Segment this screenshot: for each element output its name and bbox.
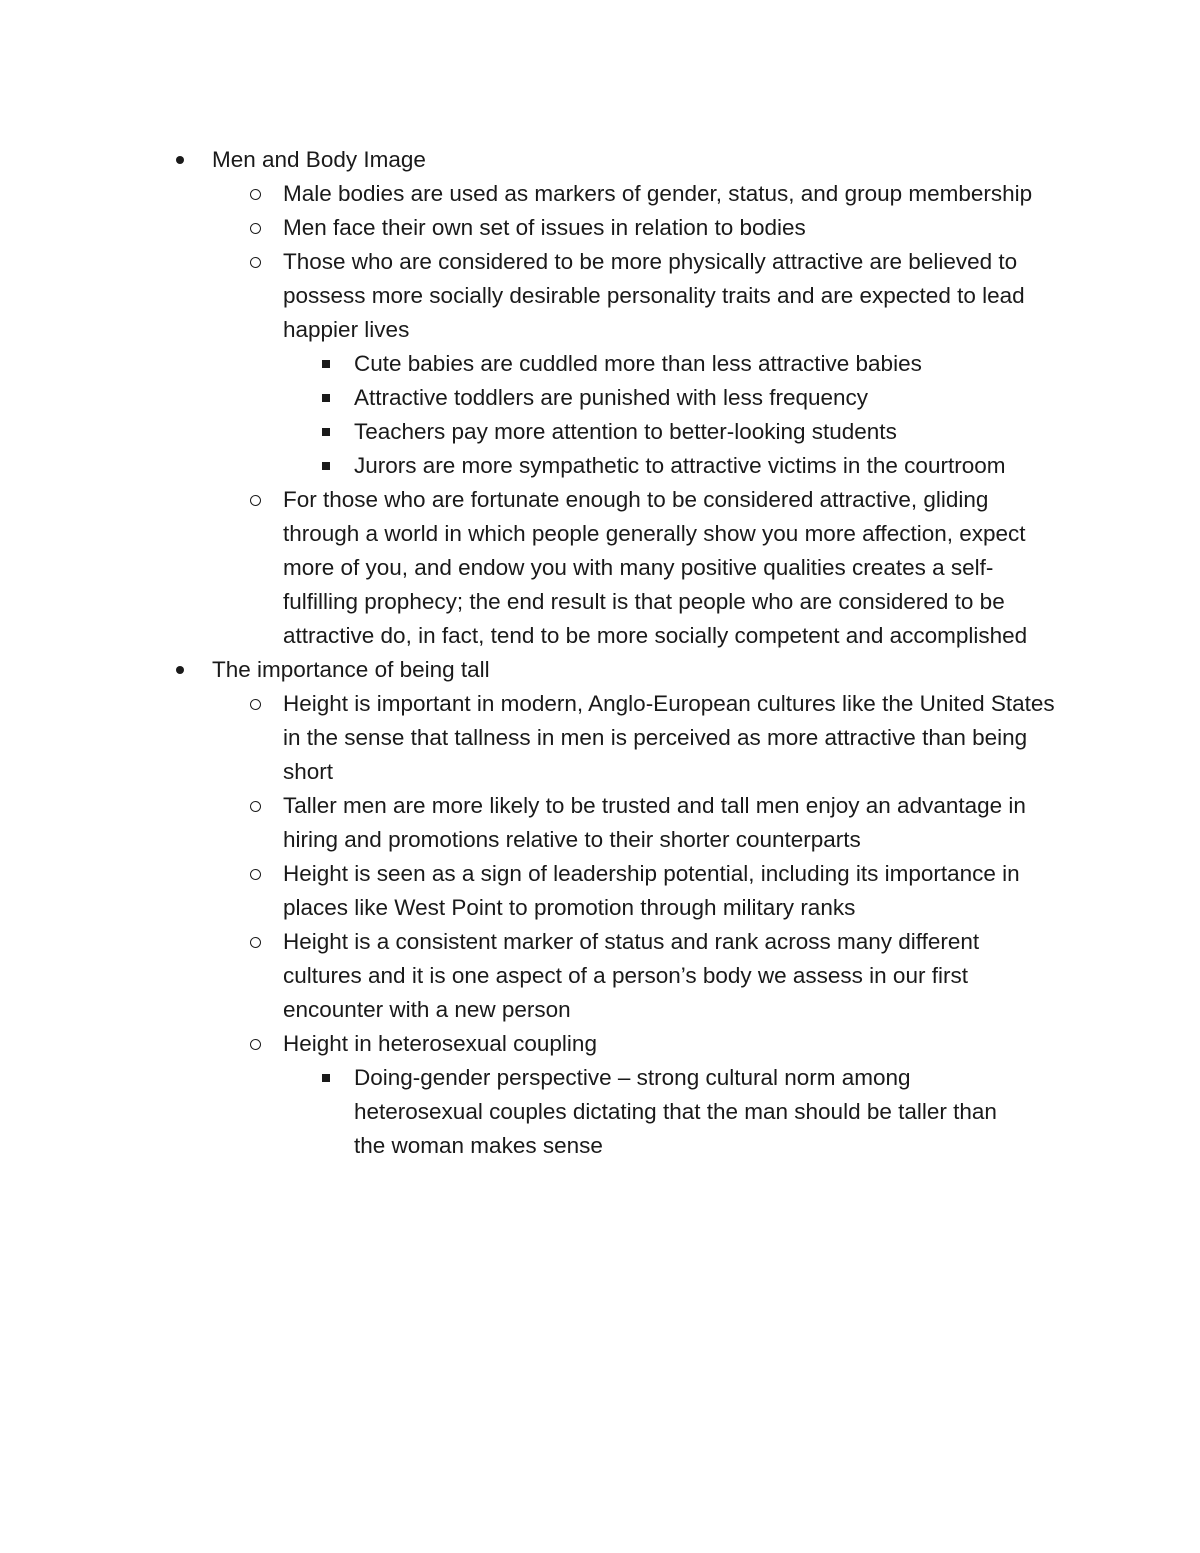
subitem-text: For those who are fortunate enough to be considered attractive, gliding through a world in which people generally show you more affection, expect more of you, and endow you with many positive qualities creates a self-fulfilling prophecy; the end result is that people who are considered to be attractive do, in fact, tend to be more socially competent and accomplished [283, 487, 1028, 648]
hollow-circle-bullet-icon [243, 789, 267, 823]
bullet-icon [170, 143, 190, 177]
outline-subitem [0, 789, 1200, 857]
section-heading: The importance of being tall [212, 657, 490, 682]
outline-subsubitem [0, 347, 1200, 381]
hollow-circle-bullet-icon [243, 1027, 267, 1061]
outline-subitem [0, 857, 1200, 925]
subitem-text: Those who are considered to be more physically attractive are believed to possess more socially desirable personality traits and are expected to lead happier lives [283, 249, 1025, 342]
outline-subitem [0, 483, 1200, 653]
section-heading: Men and Body Image [212, 147, 426, 172]
subitem-text: Men face their own set of issues in relation to bodies [283, 215, 806, 240]
outline-subsubitem [0, 1061, 1200, 1163]
square-bullet-icon [314, 347, 338, 381]
outline-item [0, 143, 1200, 177]
hollow-circle-bullet-icon [243, 687, 267, 721]
subitem-text: Height is important in modern, Anglo-European cultures like the United States in the sense that tallness in men is perceived as more attractive than being short [283, 691, 1055, 784]
subsubitem-text: Jurors are more sympathetic to attractive victims in the courtroom [354, 453, 1006, 478]
subitem-text: Height is seen as a sign of leadership potential, including its importance in places like West Point to promotion through military ranks [283, 861, 1020, 920]
hollow-circle-bullet-icon [243, 483, 267, 517]
outline-item [0, 653, 1200, 687]
hollow-circle-bullet-icon [243, 925, 267, 959]
outline-subitem [0, 687, 1200, 789]
subsubitem-text: Teachers pay more attention to better-looking students [354, 419, 897, 444]
subsubitem-text: Cute babies are cuddled more than less attractive babies [354, 351, 922, 376]
outline-subsubitem [0, 415, 1200, 449]
bullet-outline [0, 143, 1200, 1163]
square-bullet-icon [314, 415, 338, 449]
bullet-icon [170, 653, 190, 687]
subitem-text: Height is a consistent marker of status and rank across many different cultures and it is one aspect of a person’s body we assess in our first encounter with a new person [283, 929, 980, 1022]
outline-subitem [0, 245, 1200, 347]
outline-subitem [0, 211, 1200, 245]
hollow-circle-bullet-icon [243, 857, 267, 891]
hollow-circle-bullet-icon [243, 211, 267, 245]
subitem-text: Taller men are more likely to be trusted and tall men enjoy an advantage in hiring and promotions relative to their shorter counterparts [283, 793, 1026, 852]
outline-subsubitem [0, 449, 1200, 483]
subsubitem-text: Doing-gender perspective – strong cultural norm among heterosexual couples dictating that the man should be taller than the woman makes sense [354, 1065, 997, 1158]
hollow-circle-bullet-icon [243, 245, 267, 279]
outline-subsubitem [0, 381, 1200, 415]
subitem-text: Male bodies are used as markers of gender, status, and group membership [283, 181, 1033, 206]
square-bullet-icon [314, 449, 338, 483]
subsubitem-text: Attractive toddlers are punished with less frequency [354, 385, 869, 410]
square-bullet-icon [314, 381, 338, 415]
outline-subitem [0, 1027, 1200, 1061]
subitem-text: Height in heterosexual coupling [283, 1031, 597, 1056]
outline-subitem [0, 925, 1200, 1027]
square-bullet-icon [314, 1061, 338, 1095]
outline-subitem [0, 177, 1200, 211]
hollow-circle-bullet-icon [243, 177, 267, 211]
